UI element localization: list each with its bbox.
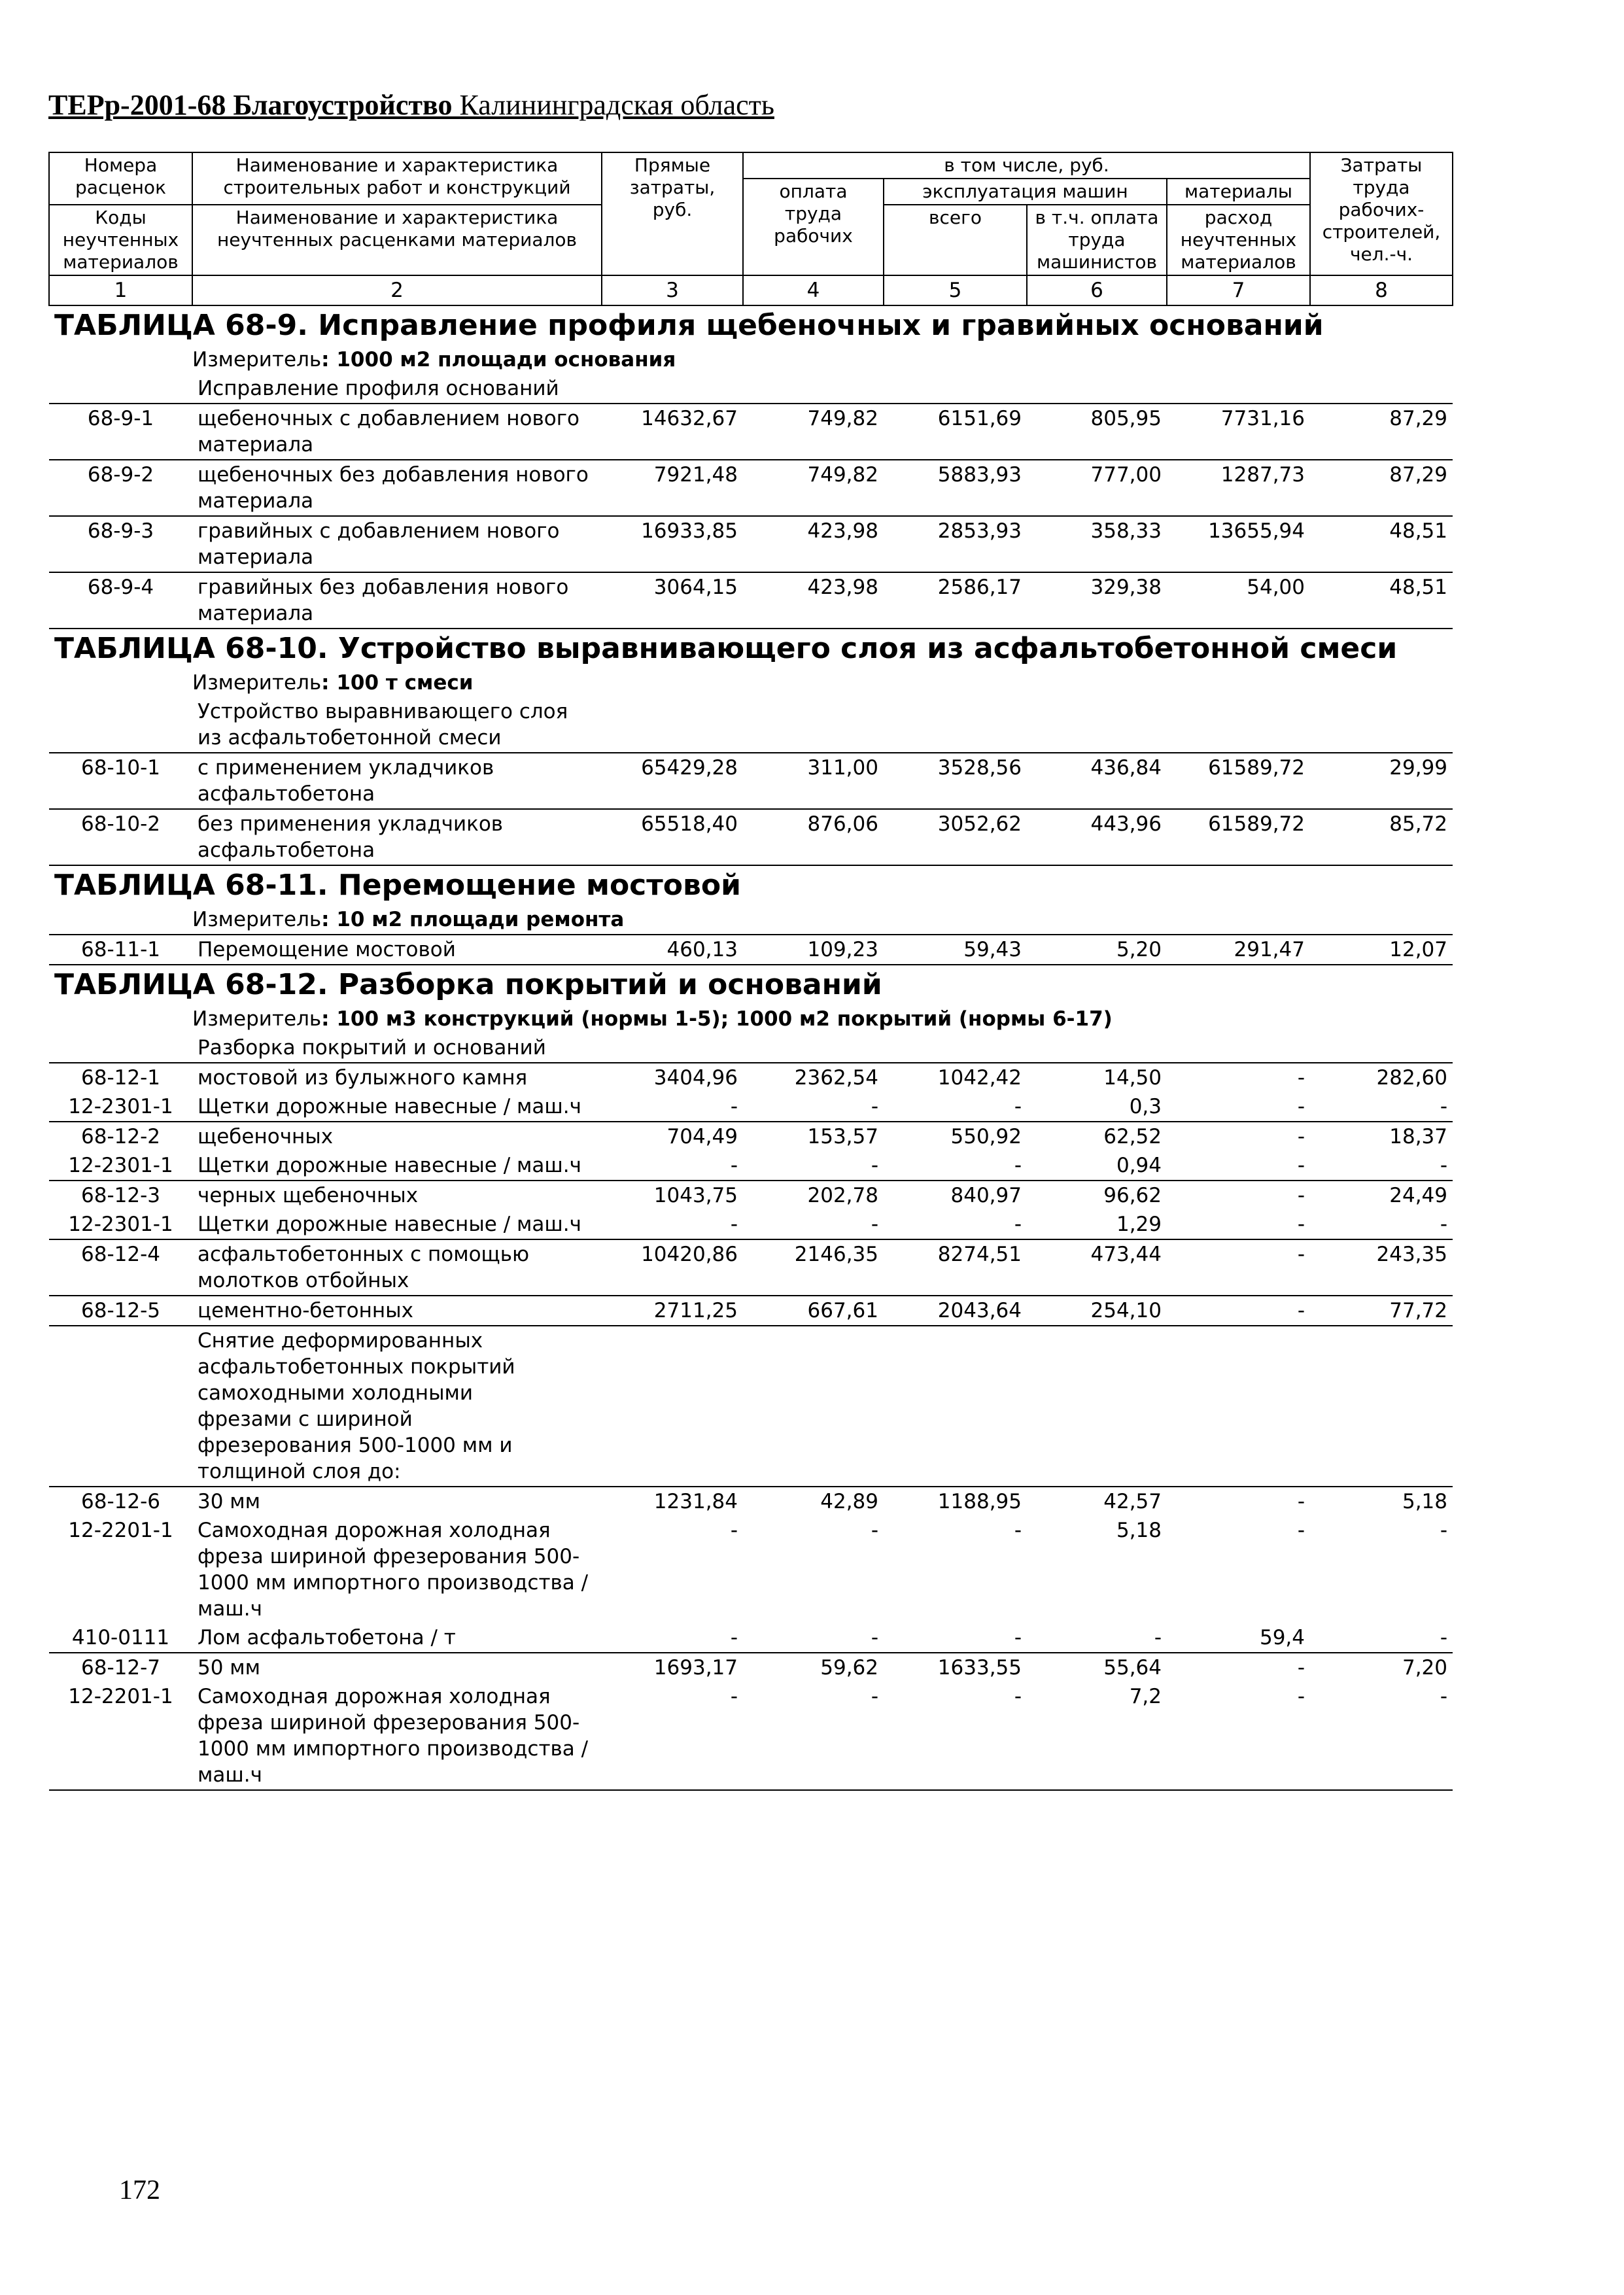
worker-pay-value: - (743, 1092, 884, 1122)
direct-costs-value: 3064,15 (602, 572, 743, 629)
header-material-name: Наименование и характеристика неучтенных расценками материалов (192, 205, 602, 275)
group-spacer (49, 1033, 192, 1063)
direct-costs-value: - (602, 1623, 743, 1653)
machines-total-value: 1188,95 (884, 1487, 1027, 1516)
materials-value: 54,00 (1167, 572, 1310, 629)
machines-total-value: 59,43 (884, 935, 1027, 965)
measure-unit (49, 1005, 1453, 1033)
operator-pay-value: - (1027, 1623, 1167, 1653)
table-body (49, 305, 1453, 1790)
section-title-row (49, 305, 1453, 345)
group-label-row (49, 374, 1453, 404)
rate-code: 68-12-3 (49, 1181, 192, 1210)
header-materials: материалы (1167, 179, 1310, 205)
worker-pay-value: - (743, 1151, 884, 1181)
group-spacer (49, 374, 192, 404)
column-number: 7 (1167, 275, 1310, 305)
materials-value: - (1297, 1519, 1305, 1542)
labor-costs-value: 87,29 (1310, 460, 1453, 516)
labor-costs-value: 77,72 (1310, 1296, 1453, 1326)
group-label-row (49, 1326, 1453, 1487)
direct-costs-value: 65429,28 (602, 753, 743, 809)
operator-pay-value: 473,44 (1027, 1239, 1167, 1296)
column-number: 3 (602, 275, 743, 305)
labor-costs-value: 12,07 (1310, 935, 1453, 965)
materials-value: 1287,73 (1167, 460, 1310, 516)
rate-name: мостовой из булыжного камня (192, 1063, 602, 1092)
labor-costs-value: 85,72 (1310, 809, 1453, 865)
direct-costs-value: 1693,17 (602, 1653, 743, 1682)
materials-value: - (1167, 1239, 1310, 1296)
group-label-row (49, 1033, 1453, 1063)
header-unaccounted-materials: расход неучтенных материалов (1167, 205, 1310, 275)
direct-costs-value: 2711,25 (602, 1296, 743, 1326)
rate-code: 68-9-1 (49, 404, 192, 460)
operator-pay-value: 62,52 (1027, 1122, 1167, 1151)
group-spacer (49, 697, 192, 753)
machines-total-value: 2586,17 (884, 572, 1027, 629)
header-including: в том числе, руб. (743, 152, 1310, 179)
rates-table (48, 152, 1453, 1791)
header-material-codes: Коды неучтенных материалов (49, 205, 192, 275)
machines-total-value: 550,92 (884, 1122, 1027, 1151)
resource-row (49, 1682, 1453, 1790)
materials-value: 61589,72 (1167, 809, 1310, 865)
operator-pay-value: 329,38 (1027, 572, 1167, 629)
table-row (49, 460, 1453, 516)
measure-value: : 100 т смеси (321, 671, 474, 695)
resource-row (49, 1210, 1453, 1239)
rate-name: щебеночных без добавления нового материала (192, 460, 602, 516)
machines-total-value: 5883,93 (884, 460, 1027, 516)
operator-pay-value: 805,95 (1027, 404, 1167, 460)
table-row (49, 572, 1453, 629)
direct-costs-value: 1231,84 (602, 1487, 743, 1516)
labor-costs-value: 243,35 (1310, 1239, 1453, 1296)
rate-code: 68-9-4 (49, 572, 192, 629)
resource-code: 12-2201-1 (49, 1682, 192, 1790)
section-title: ТАБЛИЦА 68-11. Перемощение мостовой (54, 869, 741, 902)
table-row (49, 1296, 1453, 1326)
labor-costs-value: 29,99 (1310, 753, 1453, 809)
operator-pay-value: 7,2 (1027, 1682, 1167, 1790)
labor-costs-value: 5,18 (1310, 1487, 1453, 1516)
materials-value: - (1167, 1122, 1310, 1151)
section-title-row (49, 965, 1453, 1005)
direct-costs-value: 16933,85 (602, 516, 743, 572)
machines-total-value: - (884, 1210, 1027, 1239)
group-spacer (49, 1326, 192, 1487)
worker-pay-value: 42,89 (743, 1487, 884, 1516)
machines-total-value: 3528,56 (884, 753, 1027, 809)
worker-pay-value: 59,62 (743, 1653, 884, 1682)
table-row (49, 404, 1453, 460)
machines-total-value: - (884, 1623, 1027, 1653)
group-label: Разборка покрытий и оснований (198, 1036, 546, 1060)
rate-name: Перемощение мостовой (192, 935, 602, 965)
labor-costs-value: 7,20 (1310, 1653, 1453, 1682)
resource-code: 12-2301-1 (49, 1092, 192, 1122)
operator-pay-value: 5,18 (1116, 1519, 1162, 1542)
rate-name: с применением укладчиков асфальтобетона (192, 753, 602, 809)
column-number: 2 (192, 275, 602, 305)
header-machines-total: всего (884, 205, 1027, 275)
operator-pay-value: 42,57 (1027, 1487, 1167, 1516)
resource-name: Лом асфальтобетона / т (192, 1623, 602, 1653)
worker-pay-value: 876,06 (743, 809, 884, 865)
direct-costs-value: 7921,48 (602, 460, 743, 516)
section-title: ТАБЛИЦА 68-9. Исправление профиля щебеночных и гравийных оснований (54, 309, 1324, 342)
column-number: 8 (1310, 275, 1453, 305)
measure-unit (49, 905, 1453, 935)
resource-row (49, 1151, 1453, 1181)
labor-costs-value: 282,60 (1310, 1063, 1453, 1092)
rate-name: щебеночных с добавлением нового материала (192, 404, 602, 460)
materials-value: - (1167, 1653, 1310, 1682)
section-title-row (49, 865, 1453, 905)
machines-total-value: 3052,62 (884, 809, 1027, 865)
direct-costs-value: 14632,67 (602, 404, 743, 460)
materials-value: - (1167, 1151, 1310, 1181)
materials-value: - (1167, 1210, 1310, 1239)
worker-pay-value: 109,23 (743, 935, 884, 965)
column-number: 4 (743, 275, 884, 305)
group-label-row (49, 697, 1453, 753)
operator-pay-value: 55,64 (1027, 1653, 1167, 1682)
operator-pay-value: 777,00 (1027, 460, 1167, 516)
labor-costs-value: 18,37 (1310, 1122, 1453, 1151)
labor-costs-value: - (1310, 1623, 1453, 1653)
operator-pay-value: 5,20 (1027, 935, 1167, 965)
direct-costs-value: - (602, 1151, 743, 1181)
measure-label: Измеритель (192, 671, 322, 695)
table-row (49, 1063, 1453, 1092)
rate-code: 68-9-3 (49, 516, 192, 572)
rate-name: асфальтобетонных с помощью молотков отбойных (192, 1239, 602, 1296)
worker-pay-value: - (743, 1210, 884, 1239)
direct-costs-value: - (602, 1682, 743, 1790)
measure-label: Измеритель (192, 348, 322, 371)
materials-value: 13655,94 (1167, 516, 1310, 572)
table-row (49, 935, 1453, 965)
labor-costs-value: - (1310, 1092, 1453, 1122)
rate-name: без применения укладчиков асфальтобетона (192, 809, 602, 865)
machines-total-value: - (884, 1682, 1027, 1790)
direct-costs-value: 460,13 (602, 935, 743, 965)
labor-costs-value: - (1310, 1151, 1453, 1181)
header-worker-pay: оплата труда рабочих (743, 179, 884, 275)
rate-code: 68-12-6 (49, 1487, 192, 1516)
column-number: 5 (884, 275, 1027, 305)
document-title (48, 88, 774, 122)
rate-name: 50 мм (192, 1653, 602, 1682)
resource-code: 12-2201-1 (68, 1519, 173, 1542)
labor-costs-value: 87,29 (1310, 404, 1453, 460)
resource-name: Щетки дорожные навесные / маш.ч (192, 1092, 602, 1122)
materials-value: - (1167, 1487, 1310, 1516)
worker-pay-value: 423,98 (743, 572, 884, 629)
operator-pay-value: 443,96 (1027, 809, 1167, 865)
machines-total-value: 1042,42 (884, 1063, 1027, 1092)
worker-pay-value: 2146,35 (743, 1239, 884, 1296)
labor-costs-value: 48,51 (1310, 572, 1453, 629)
document-title-code: ТЕРр-2001-68 Благоустройство (48, 89, 453, 121)
materials-value: - (1167, 1063, 1310, 1092)
header-operator-pay: в т.ч. оплата труда машинистов (1027, 205, 1167, 275)
rate-name: цементно-бетонных (192, 1296, 602, 1326)
rate-name: гравийных с добавлением нового материала (192, 516, 602, 572)
measure-label: Измеритель (192, 1007, 322, 1031)
direct-costs-value: 10420,86 (602, 1239, 743, 1296)
measure-row (49, 345, 1453, 374)
worker-pay-value: 749,82 (743, 460, 884, 516)
labor-costs-value: - (1440, 1519, 1447, 1542)
measure-value: : 100 м3 конструкций (нормы 1-5); 1000 м2 покрытий (нормы 6-17) (321, 1007, 1113, 1031)
labor-costs-value: - (1310, 1210, 1453, 1239)
table-row (49, 809, 1453, 865)
resource-row (49, 1092, 1453, 1122)
rate-code: 68-12-2 (49, 1122, 192, 1151)
rate-name: черных щебеночных (192, 1181, 602, 1210)
worker-pay-value: 423,98 (743, 516, 884, 572)
worker-pay-value: - (871, 1519, 878, 1542)
worker-pay-value: 202,78 (743, 1181, 884, 1210)
resource-code: 410-0111 (49, 1623, 192, 1653)
header-machine-operation: эксплуатация машин (884, 179, 1167, 205)
rate-code: 68-9-2 (49, 460, 192, 516)
header-work-name: Наименование и характеристика строительных работ и конструкций (192, 152, 602, 205)
table-row (49, 1122, 1453, 1151)
operator-pay-value: 358,33 (1027, 516, 1167, 572)
section-title: ТАБЛИЦА 68-12. Разборка покрытий и оснований (54, 968, 882, 1001)
operator-pay-value: 254,10 (1027, 1296, 1167, 1326)
measure-value: : 10 м2 площади ремонта (321, 908, 625, 931)
rate-code: 68-12-1 (49, 1063, 192, 1092)
worker-pay-value: 153,57 (743, 1122, 884, 1151)
measure-label: Измеритель (192, 908, 322, 931)
machines-total-value: 840,97 (884, 1181, 1027, 1210)
measure-unit (49, 668, 1453, 697)
header-direct-costs: Прямые затраты, руб. (602, 152, 743, 275)
machines-total-value: 2043,64 (884, 1296, 1027, 1326)
materials-value: - (1167, 1092, 1310, 1122)
operator-pay-value: 436,84 (1027, 753, 1167, 809)
measure-row (49, 1005, 1453, 1033)
labor-costs-value: 48,51 (1310, 516, 1453, 572)
section-title: ТАБЛИЦА 68-10. Устройство выравнивающего слоя из асфальтобетонной смеси (54, 632, 1398, 665)
operator-pay-value: 96,62 (1027, 1181, 1167, 1210)
rate-name: 30 мм (192, 1487, 602, 1516)
group-label: Устройство выравнивающего слоя из асфальтобетонной смеси (198, 700, 568, 750)
group-label: Исправление профиля оснований (198, 377, 559, 400)
worker-pay-value: - (743, 1623, 884, 1653)
rate-code: 68-11-1 (49, 935, 192, 965)
resource-code: 12-2301-1 (49, 1210, 192, 1239)
operator-pay-value: 14,50 (1027, 1063, 1167, 1092)
direct-costs-value: - (730, 1519, 738, 1542)
machines-total-value: 6151,69 (884, 404, 1027, 460)
document-title-region: Калининградская область (459, 89, 774, 121)
direct-costs-value: - (602, 1092, 743, 1122)
worker-pay-value: 2362,54 (743, 1063, 884, 1092)
machines-total-value: 1633,55 (884, 1653, 1027, 1682)
column-number: 6 (1027, 275, 1167, 305)
worker-pay-value: - (743, 1682, 884, 1790)
resource-name: Самоходная дорожная холодная фреза шириной фрезерования 500-1000 мм импортного производства / маш.ч (198, 1519, 589, 1621)
table-row (49, 753, 1453, 809)
column-number: 1 (49, 275, 192, 305)
operator-pay-value: 0,94 (1027, 1151, 1167, 1181)
materials-value: - (1167, 1296, 1310, 1326)
machines-total-value: - (884, 1151, 1027, 1181)
section-title-row (49, 629, 1453, 668)
table-row (49, 1239, 1453, 1296)
direct-costs-value: 65518,40 (602, 809, 743, 865)
measure-value: : 1000 м2 площади основания (321, 348, 676, 371)
direct-costs-value: 1043,75 (602, 1181, 743, 1210)
machines-total-value: - (1014, 1519, 1022, 1542)
resource-name: Щетки дорожные навесные / маш.ч (192, 1151, 602, 1181)
worker-pay-value: 667,61 (743, 1296, 884, 1326)
machines-total-value: 2853,93 (884, 516, 1027, 572)
resource-name: Самоходная дорожная холодная фреза шириной фрезерования 500-1000 мм импортного производства / маш.ч (192, 1682, 602, 1790)
machines-total-value: 8274,51 (884, 1239, 1027, 1296)
worker-pay-value: 311,00 (743, 753, 884, 809)
rate-code: 68-10-2 (49, 809, 192, 865)
materials-value: - (1167, 1181, 1310, 1210)
measure-unit (49, 345, 1453, 374)
rate-name: щебеночных (192, 1122, 602, 1151)
materials-value: 61589,72 (1167, 753, 1310, 809)
page-number: 172 (119, 2175, 160, 2205)
resource-row (49, 1516, 1453, 1623)
table-row (49, 1487, 1453, 1516)
resource-row (49, 1623, 1453, 1653)
measure-row (49, 668, 1453, 697)
measure-row (49, 905, 1453, 935)
labor-costs-value: - (1310, 1682, 1453, 1790)
materials-value: 291,47 (1167, 935, 1310, 965)
table-row (49, 1181, 1453, 1210)
materials-value: - (1167, 1682, 1310, 1790)
worker-pay-value: 749,82 (743, 404, 884, 460)
machines-total-value: - (884, 1092, 1027, 1122)
column-numbers-row (49, 275, 1453, 305)
operator-pay-value: 1,29 (1027, 1210, 1167, 1239)
direct-costs-value: - (602, 1210, 743, 1239)
table-row (49, 516, 1453, 572)
operator-pay-value: 0,3 (1027, 1092, 1167, 1122)
rate-code: 68-12-7 (49, 1653, 192, 1682)
rate-code: 68-12-4 (49, 1239, 192, 1296)
rate-code: 68-10-1 (49, 753, 192, 809)
direct-costs-value: 3404,96 (602, 1063, 743, 1092)
direct-costs-value: 704,49 (602, 1122, 743, 1151)
header-rate-numbers: Номера расценок (49, 152, 192, 205)
materials-value: 59,4 (1167, 1623, 1310, 1653)
header-labor-costs: Затраты труда рабочих-строителей, чел.-ч. (1310, 152, 1453, 275)
group-label: Снятие деформированных асфальтобетонных покрытий самоходными холодными фрезами с шириной фрезерования 500-1000 мм и толщиной слоя до: (198, 1329, 515, 1483)
materials-value: 7731,16 (1167, 404, 1310, 460)
resource-code: 12-2301-1 (49, 1151, 192, 1181)
table-row (49, 1653, 1453, 1682)
resource-name: Щетки дорожные навесные / маш.ч (192, 1210, 602, 1239)
rate-name: гравийных без добавления нового материала (192, 572, 602, 629)
rate-code: 68-12-5 (49, 1296, 192, 1326)
labor-costs-value: 24,49 (1310, 1181, 1453, 1210)
